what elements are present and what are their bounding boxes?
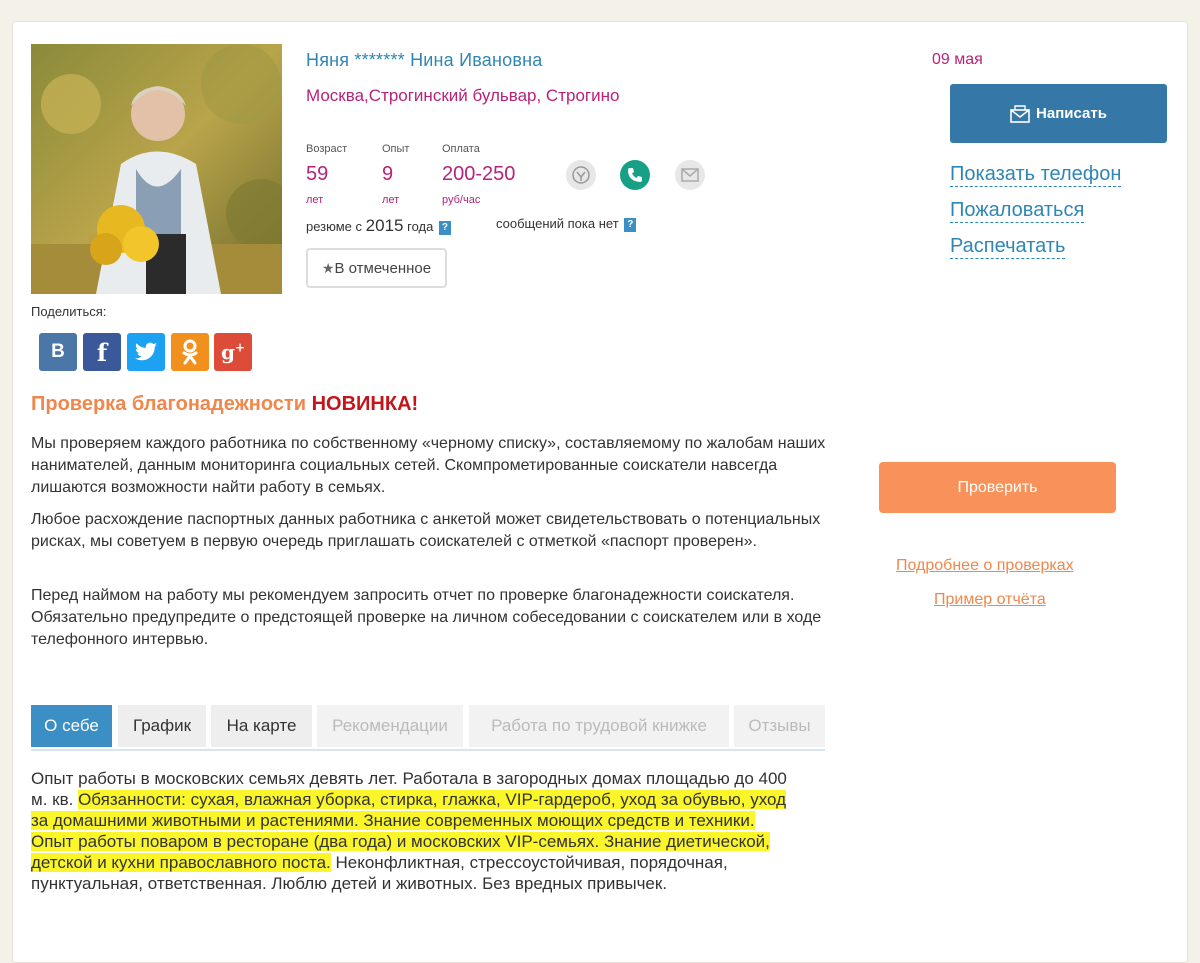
resume-year: 2015 (365, 216, 404, 235)
odnoklassniki-icon (181, 339, 199, 365)
complain-link[interactable]: Пожаловаться (950, 199, 1085, 221)
facebook-icon: f (96, 337, 108, 367)
stat-pay-value: 200-250 (442, 163, 516, 185)
resume-since (306, 216, 451, 236)
vk-icon: B (51, 341, 65, 362)
share-odnoklassniki-button[interactable] (171, 333, 209, 371)
resume-prefix: резюме с (306, 219, 363, 234)
check-button[interactable]: Проверить (879, 462, 1116, 513)
messages-status (496, 216, 636, 232)
sample-report-link[interactable]: Пример отчёта (934, 591, 1046, 608)
write-message-button[interactable] (950, 84, 1167, 143)
stat-experience-label: Опыт (382, 143, 410, 155)
profile-photo (31, 44, 282, 294)
favorite-label: В отмеченное (334, 259, 432, 277)
profile-name[interactable]: Няня ******* Нина Ивановна (306, 50, 543, 70)
share-label: Поделиться: (31, 304, 107, 319)
about-intro: Опыт работы в московских семьях девять лет. Работала в загородных домах площадью до 400 м. кв. (31, 769, 787, 809)
messages-text: сообщений пока нет (496, 216, 619, 231)
stat-age-value: 59 (306, 163, 329, 185)
share-twitter-button[interactable] (127, 333, 165, 371)
twitter-icon (134, 342, 158, 362)
print-link[interactable]: Распечатать (950, 235, 1066, 257)
tab-reviews: Отзывы (734, 705, 825, 747)
google-plus-icon: g+ (220, 340, 246, 364)
stat-experience-value: 9 (382, 163, 394, 185)
share-googleplus-button[interactable] (214, 333, 252, 371)
stat-age-label: Возраст (306, 143, 348, 155)
messages-help-icon[interactable]: ? (624, 218, 636, 232)
share-facebook-button[interactable] (83, 333, 121, 371)
show-phone-link[interactable]: Показать телефон (950, 163, 1122, 185)
reliability-check-heading: Проверка благонадежности (31, 393, 307, 415)
phone-icon[interactable] (620, 160, 650, 190)
resume-suffix: года (407, 219, 434, 234)
about-highlighted: Обязанности: сухая, влажная уборка, стирка, глажка, VIP-гардероб, уход за обувью, уход за домашними животными и растениями. Знание современных моющих средств и техники. Опыт работы поваром в ресторане (два года) и московских VIP-семьях. Знание диетической, детской и кухни православного поста. (31, 790, 787, 872)
passport-emblem-icon (566, 160, 596, 190)
reliability-check-title (31, 393, 418, 416)
tab-map[interactable]: На карте (211, 705, 312, 747)
profile-tabs (31, 705, 825, 751)
tab-schedule[interactable]: График (118, 705, 206, 747)
profile-location: Москва,Строгинский бульвар, Строгино (306, 86, 620, 105)
mail-icon (675, 160, 705, 190)
about-outro: Неконфликтная, стрессоустойчивая, порядочная, пунктуальная, ответственная. Люблю детей и животных. Без вредных привычек. (31, 853, 728, 893)
write-message-label: Написать (1036, 105, 1107, 122)
more-about-checks-link[interactable]: Подробнее о проверках (896, 557, 1074, 574)
posted-date: 09 мая (932, 51, 983, 68)
tab-about[interactable]: О себе (31, 705, 112, 747)
resume-help-icon[interactable]: ? (439, 221, 451, 235)
check-paragraph-1: Мы проверяем каждого работника по собственному «черному списку», составляемому по жалобам наших нанимателей, данным мониторинга социальных сетей. Скомпрометированные соискатели навсегда лишаются возможности найти работу в семьях. (31, 435, 826, 496)
star-icon: ★ (321, 259, 335, 276)
tab-recommendations: Рекомендации (317, 705, 463, 747)
new-badge: НОВИНКА! (311, 393, 419, 415)
share-vk-button[interactable] (39, 333, 77, 371)
favorite-button[interactable] (306, 248, 447, 288)
stat-experience-unit: лет (382, 194, 400, 206)
stat-pay-unit: руб/час (442, 194, 481, 206)
stat-pay-label: Оплата (442, 143, 480, 155)
check-paragraph-3: Перед наймом на работу мы рекомендуем запросить отчет по проверке благонадежности соискателя. Обязательно предупредите о предстоящей проверке на личном собеседовании с соискателем или в ходе телефонного интервью. (31, 587, 822, 648)
tab-employment-record: Работа по трудовой книжке (469, 705, 729, 747)
about-text (31, 768, 791, 894)
stat-age-unit: лет (306, 194, 324, 206)
check-paragraph-2: Любое расхождение паспортных данных работника с анкетой может свидетельствовать о потенциальных рисках, мы советуем в первую очередь приглашать соискателей с отметкой «паспорт проверен». (31, 511, 821, 550)
envelope-icon (1010, 105, 1030, 123)
